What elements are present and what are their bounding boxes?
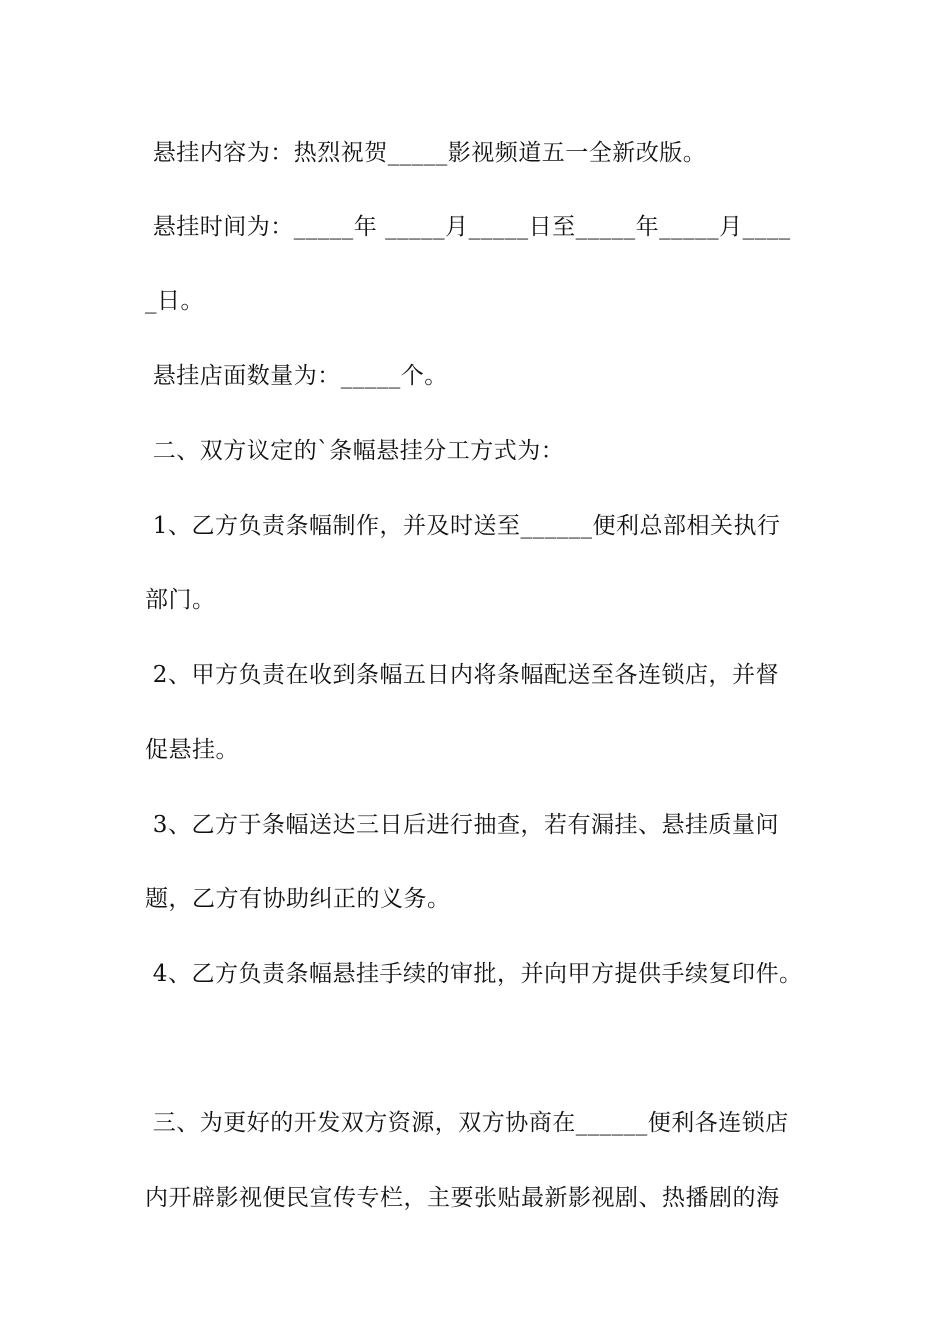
paragraph-line: 1、乙方负责条幅制作，并及时送至______便利总部相关执行 [145,513,781,539]
section-heading: 二、双方议定的`条幅悬挂分工方式为： [145,438,565,464]
paragraph-line: 3、乙方于条幅送达三日后进行抽查，若有漏挂、悬挂质量问 [145,812,779,838]
paragraph-line: 促悬挂。 [145,737,239,763]
paragraph-line: 内开辟影视便民宣传专栏，主要张贴最新影视剧、热播剧的海 [145,1185,780,1211]
paragraph-line: 悬挂店面数量为：_____个。 [145,363,448,389]
paragraph-line: 悬挂内容为：热烈祝贺_____影视频道五一全新改版。 [145,140,707,166]
paragraph-line: 部门。 [145,587,216,613]
paragraph-line: 悬挂时间为：_____年 _____月_____日至_____年_____月____ [145,214,791,240]
paragraph-line: 4、乙方负责条幅悬挂手续的审批，并向甲方提供手续复印件。 [145,961,803,987]
paragraph-line: 题，乙方有协助纠正的义务。 [145,886,451,912]
section-heading: 三、为更好的开发双方资源，双方协商在______便利各连锁店 [145,1110,789,1136]
paragraph-line: 2、甲方负责在收到条幅五日内将条幅配送至各连锁店，并督 [145,662,779,688]
paragraph-line: _日。 [145,288,204,314]
